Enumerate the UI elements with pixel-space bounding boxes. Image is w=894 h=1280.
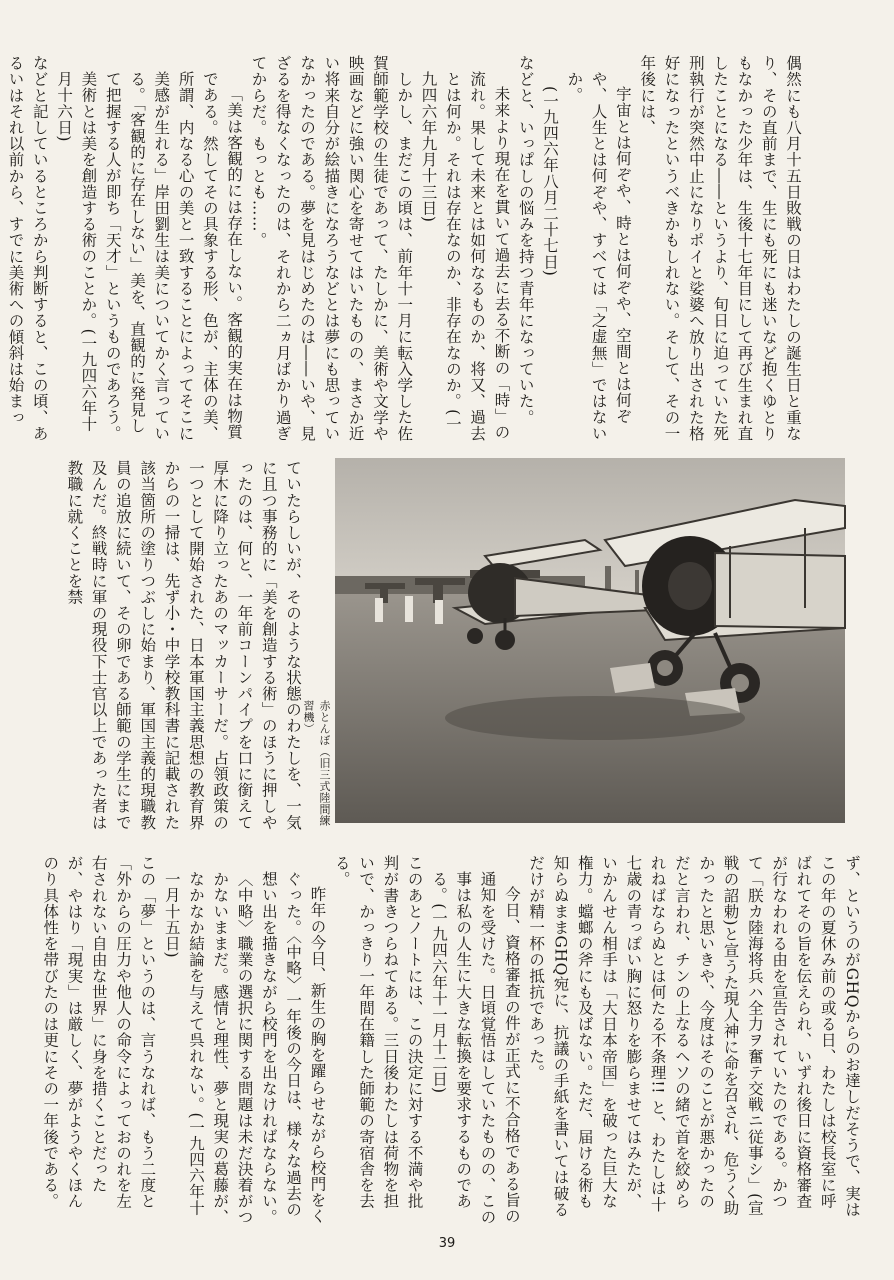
lower-text-block: [41, 855, 864, 1225]
page-number: 39: [438, 1236, 456, 1251]
paragraph: この「夢」というのは、言うなれば、もう二度と「外からの圧力や他人の命令によっておのれを左右されない自由な世界」に身を措くことだったが、やはり「現実」は厳しく、夢がようやくほんのり具体性を帯びたのは更にその一年後である。: [41, 855, 157, 1210]
photo-caption: 赤とんぼ（旧三式陸間練習機）: [302, 700, 331, 827]
upper-text-block: [6, 55, 805, 445]
diary-quote: 宇宙とは何ぞや、時とは何ぞや、空間とは何ぞや、人生とは何ぞや、すべては「之虚無」ではないか。: [565, 70, 632, 441]
diary-quote: 「美は客観的には存在しない。客観的実在は物質である。然してその具象する形、色が、主体の美、所謂、内なる心の美と一致することによってそこに美感が生れる」岸田劉生は美についてかく言っている。「客観的に存在しない」美を、直観的に発見して把握する人が即ち「天才」というものであろう。美術とは美を創造する術のことか。(一九四六年十月十六日): [55, 70, 244, 441]
diary-quote: 未来より現在を貫いて過去に去る不断の「時」の流れ。果して未来とは如何なるものか、将又、過去とは何か。それは存在なのか、非存在なのか。(一九四六年九月十三日): [419, 70, 511, 441]
paragraph: などと記しているところから判断すると、この頃、あるいはそれ以前から、すでに美術への傾斜は始まっ: [6, 55, 49, 442]
paragraph: このあとノートには、この決定に対する不満や批判が書きつらねてある。三日後わたしは荷物を担いで、かっきり一年間在籍した師範の寄宿舎を去る。: [332, 855, 424, 1210]
paragraph: 偶然にも八月十五日敗戦の日はわたしの誕生日と重なり、その直前まで、生にも死にも迷いなど抱くゆとりもなかった少年は、生後十七年目にして再び生まれ直したことになる――というより、旬日に迫っていた死刑執行が突然中止になりポイと娑婆へ放り出された格好になったというべきかもしれない。そして、その一年後には、: [638, 55, 802, 442]
diary-quote: 昨年の今日、新生の胸を躍らせながら校門をくぐった。〈中略〉一年後の今日は、様々な過去の想い出を描きながら校門を出なければならない。〈中略〉職業の選択に関する問題は未だ決着がつかないままだ。感情と理性、夢と現実の葛藤が、なかなか結論を与えて呉れない。(一九四六年十一月十五日): [162, 870, 327, 1225]
middle-text-block: [60, 460, 305, 845]
biplane-photo: [335, 458, 845, 823]
paragraph: しかし、まだこの頃は、前年十一月に転入学した佐賀師範学校の生徒であって、たしかに、美術や文学や映画などに強い関心を寄せてはいたものの、まさか近い将来自分が絵描きになろうなどとは夢にも思っていなかったのである。夢を見はじめたのは――いや、見ざるを得なくなったのは、それから二ヵ月ばかり過ぎてからだ。もっとも……。: [249, 55, 414, 442]
diary-quote: 今日、資格審査の件が正式に不合格である旨の通知を受けた。日頃覚悟はしていたものの、この事は私の人生に大きな転換を要求するものである。(一九四六年十一月十二日): [429, 870, 521, 1225]
photo-illustration: [335, 458, 845, 823]
paragraph: などと、いっぱしの悩みを持つ青年になっていた。: [516, 55, 535, 426]
paragraph: ていたらしいが、そのような状態のわたしを、一気に且つ事務的に「美を創造する術」のほうに押しやったのは、何と、一年前コーンパイプを口に銜えて厚木に降り立ったあのマッカーサーだ。占領政策の一つとして開始された、日本軍国主義思想の教育界からの一掃は、先ず小・中学校教科書に記載された該当箇所の塗りつぶしに始まり、軍国主義的現職教員の追放に続いて、その卵である師範の学生にまで及んだ。終戦時に軍の現役下士官以上であった者は教職に就くことを禁: [65, 460, 302, 831]
paragraph: ず、というのがGHQからのお達しだそうで、実はこの年の夏休み前の或る日、わたしは校長室に呼ばれてその旨を伝えられ、いずれ後日に資格審査が行なわれる由を宣告されていたのである。かつて「朕カ陸海将兵ハ全力ヲ奮テ交戦ニ従事シ」(宣戦の詔勅)と宣うた現人神に命を召され、危うく助かったと思いきや、今度はそのことが悪かったのだと言われ、チンの上なるヘソの緒で首を絞められねばならぬとは何たる不条理!! と、わたしは十七歳の青っぽい胸に怒りを膨らませてはみたが、いかんせん相手は「大日本帝国」を破った巨大な権力。蟷螂の斧にも及ばない。ただ、届ける術も知らぬままGHQ宛に、抗議の手紙を書いては破るだけが精一杯の抵抗であった。: [527, 855, 861, 1218]
diary-date: (一九四六年八月二十七日): [541, 86, 560, 277]
